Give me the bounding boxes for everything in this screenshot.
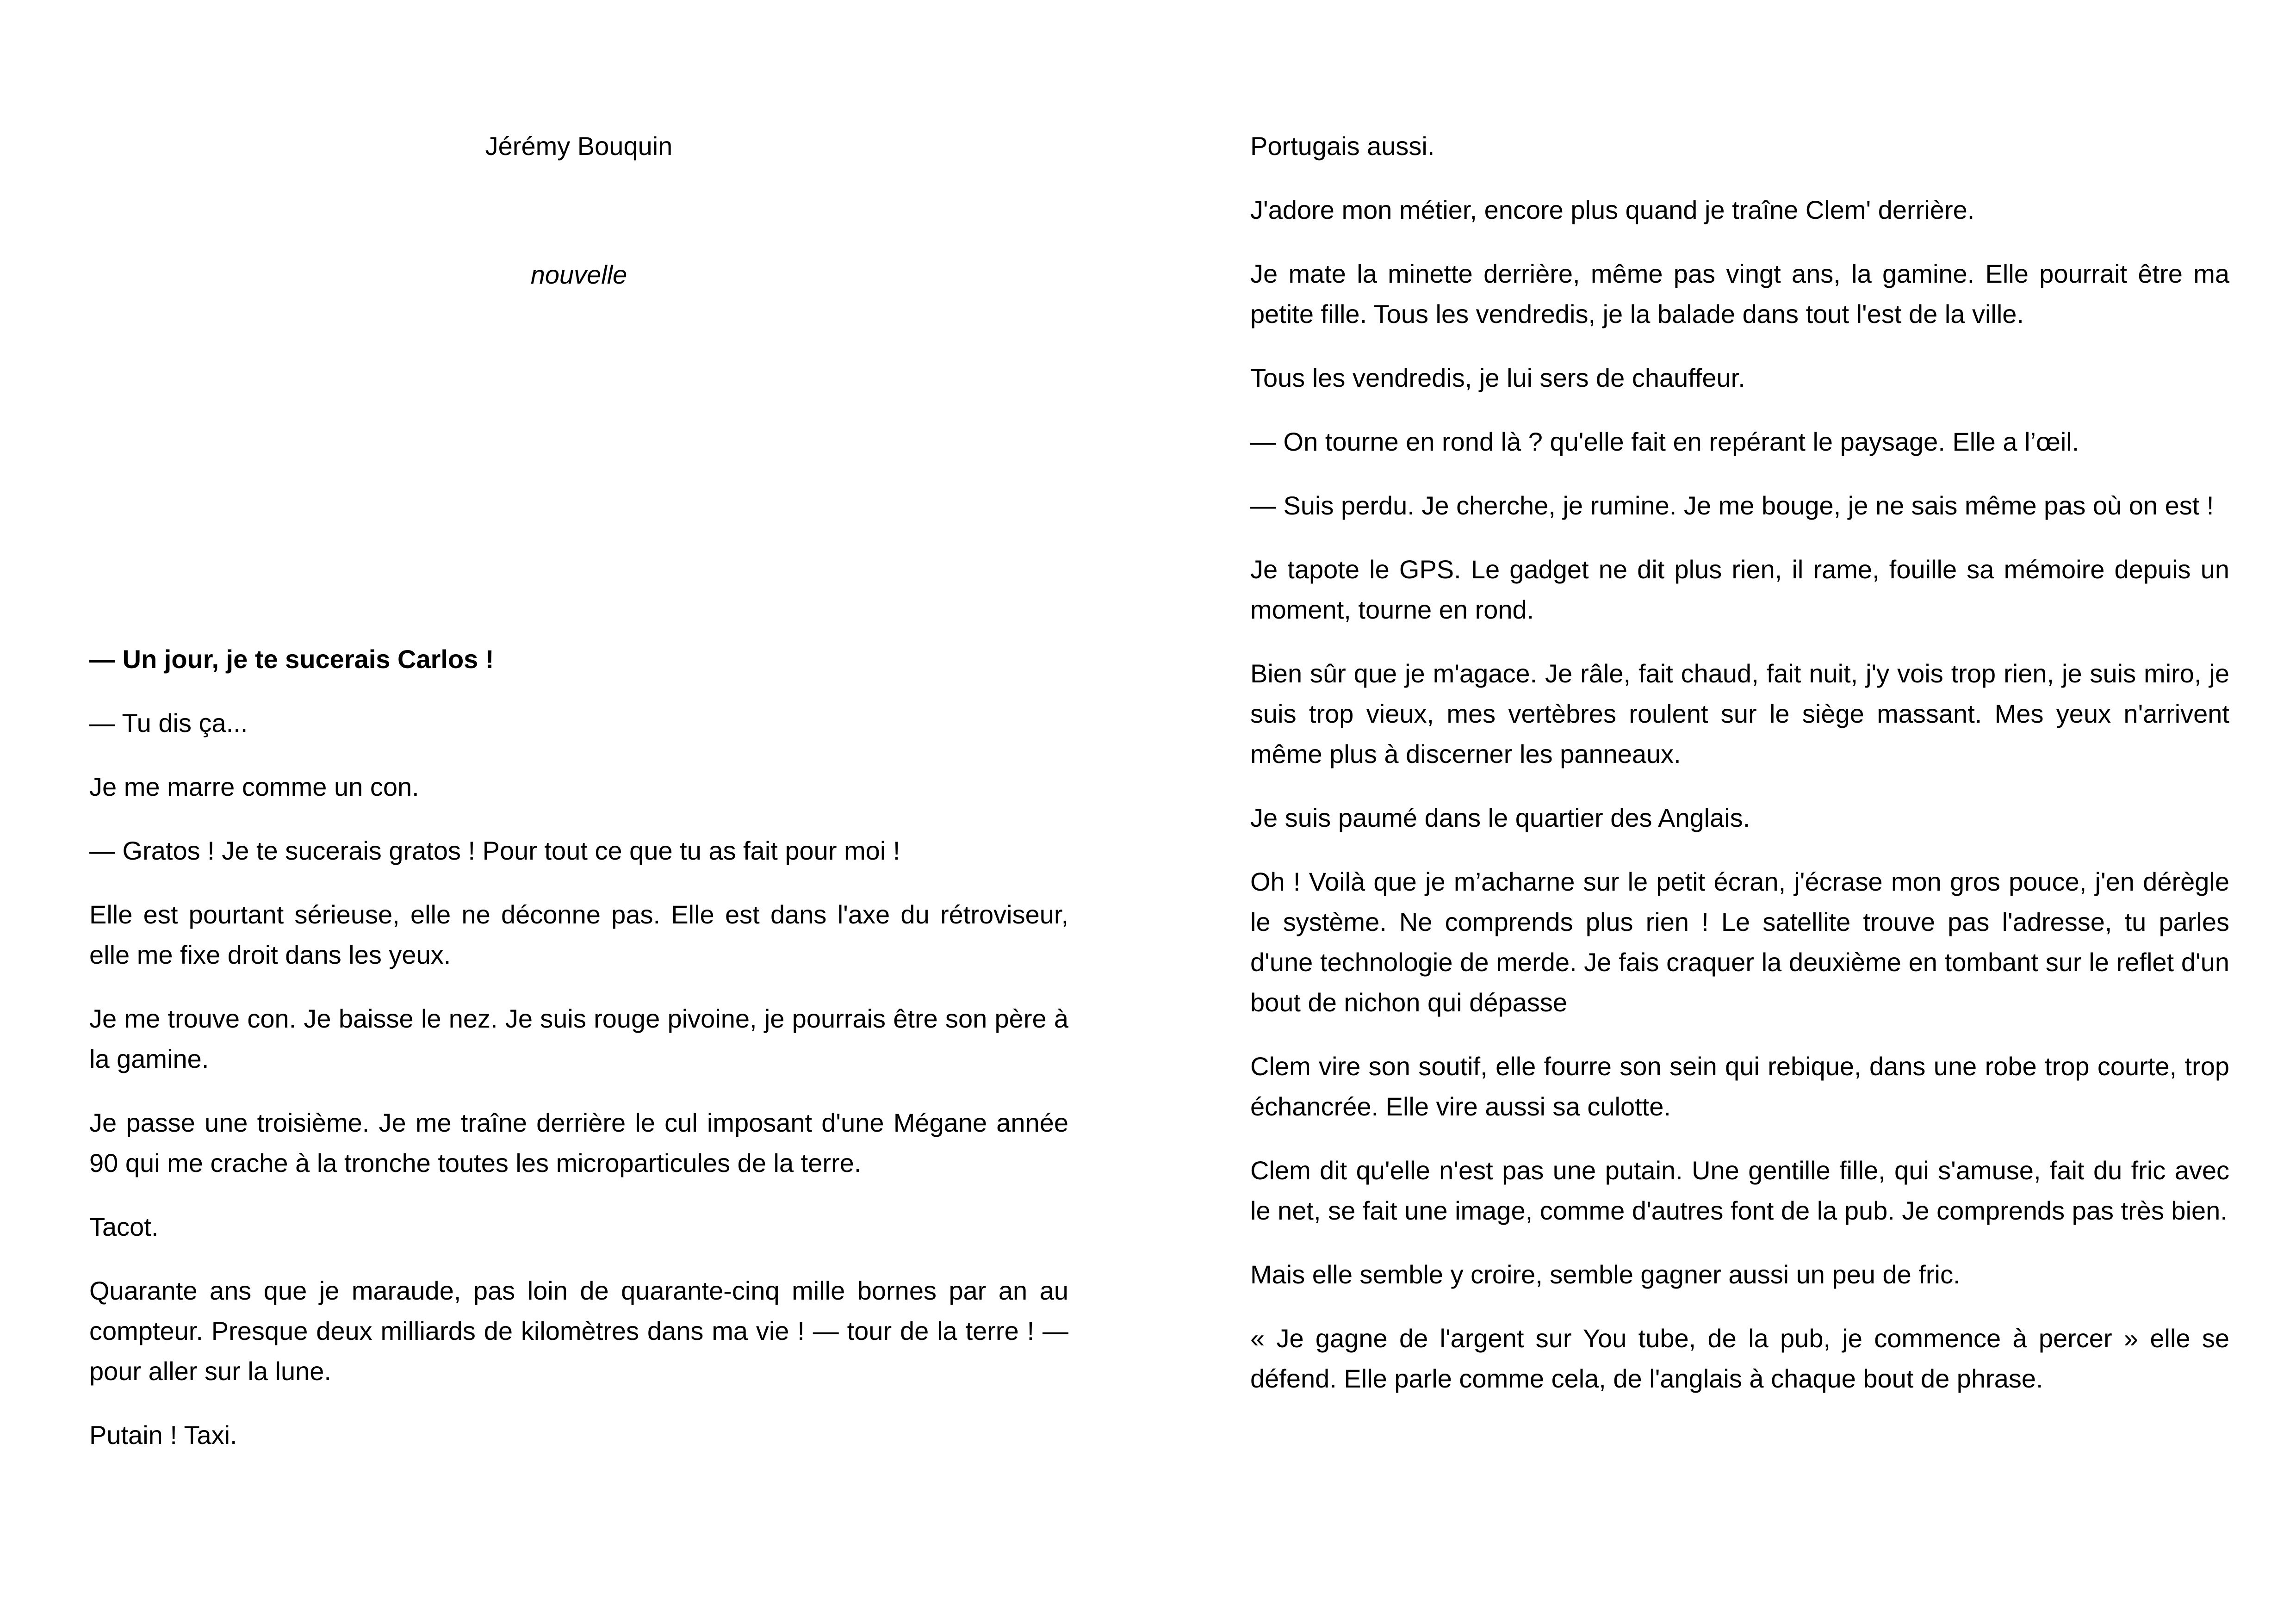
paragraph: Clem vire son soutif, elle fourre son sein qui rebique, dans une robe trop courte, trop échancrée. Elle vire aussi sa culotte. — [1250, 1052, 2229, 1121]
paragraph: Bien sûr que je m'agace. Je râle, fait chaud, fait nuit, j'y vois trop rien, je suis miro, je suis trop vieux, mes vertèbres roulent sur le siège massant. Mes yeux n'arrivent même plus à discerner les panneaux. — [1250, 659, 2229, 768]
author-name: Jérémy Bouquin — [485, 131, 673, 161]
paragraph: Je suis paumé dans le quartier des Anglais. — [1250, 803, 1750, 832]
paragraph: — Gratos ! Je te sucerais gratos ! Pour tout ce que tu as fait pour moi ! — [89, 836, 900, 865]
paragraph: Je passe une troisième. Je me traîne derrière le cul imposant d'une Mégane année 90 qui me crache à la tronche toutes les microparticules de la terre. — [89, 1108, 1068, 1177]
paragraph: — Un jour, je te sucerais Carlos ! — [89, 644, 494, 674]
paragraph: Mais elle semble y croire, semble gagner aussi un peu de fric. — [1250, 1260, 1961, 1289]
paragraph: Elle est pourtant sérieuse, elle ne déconne pas. Elle est dans l'axe du rétroviseur, elle me fixe droit dans les yeux. — [89, 900, 1068, 969]
paragraph: Je mate la minette derrière, même pas vingt ans, la gamine. Elle pourrait être ma petite fille. Tous les vendredis, je la balade dans tout l'est de la ville. — [1250, 259, 2229, 328]
paragraph: Tous les vendredis, je lui sers de chauffeur. — [1250, 363, 1745, 392]
paragraph: Je me marre comme un con. — [89, 772, 419, 801]
paragraph: Oh ! Voilà que je m’acharne sur le petit écran, j'écrase mon gros pouce, j'en dérègle le système. Ne comprends plus rien ! Le satellite trouve pas l'adresse, tu parles d'une technologie de merde. Je fais craquer la deuxième en tombant sur le reflet d'un bout de nichon qui dépasse — [1250, 867, 2229, 1017]
paragraph: Je tapote le GPS. Le gadget ne dit plus rien, il rame, fouille sa mémoire depuis un moment, tourne en rond. — [1250, 555, 2229, 624]
left-page-body — [89, 639, 1068, 1479]
paragraph: — On tourne en rond là ? qu'elle fait en repérant le paysage. Elle a l’œil. — [1250, 427, 2079, 456]
paragraph: Putain ! Taxi. — [89, 1420, 237, 1450]
paragraph: — Suis perdu. Je cherche, je rumine. Je me bouge, je ne sais même pas où on est ! — [1250, 491, 2214, 520]
paragraph: J'adore mon métier, encore plus quand je traîne Clem' derrière. — [1250, 195, 1975, 224]
genre-label: nouvelle — [530, 260, 627, 289]
paragraph: Je me trouve con. Je baisse le nez. Je suis rouge pivoine, je pourrais être son père à la gamine. — [89, 1004, 1068, 1073]
right-page-body — [1250, 126, 2229, 1422]
paragraph: « Je gagne de l'argent sur You tube, de la pub, je commence à percer » elle se défend. Elle parle comme cela, de l'anglais à chaque bout de phrase. — [1250, 1324, 2229, 1393]
right-page — [1148, 0, 2296, 1623]
paragraph: Clem dit qu'elle n'est pas une putain. Une gentille fille, qui s'amuse, fait du fric avec le net, se fait une image, comme d'autres font de la pub. Je comprends pas très bien. — [1250, 1156, 2229, 1225]
paragraph: — Tu dis ça... — [89, 708, 248, 737]
paragraph: Portugais aussi. — [1250, 131, 1435, 161]
paragraph: Tacot. — [89, 1212, 159, 1241]
paragraph: Quarante ans que je maraude, pas loin de quarante-cinq mille bornes par an au compteur. Presque deux milliards de kilomètres dans ma vie ! — tour de la terre ! — pour aller sur la lune. — [89, 1276, 1068, 1386]
